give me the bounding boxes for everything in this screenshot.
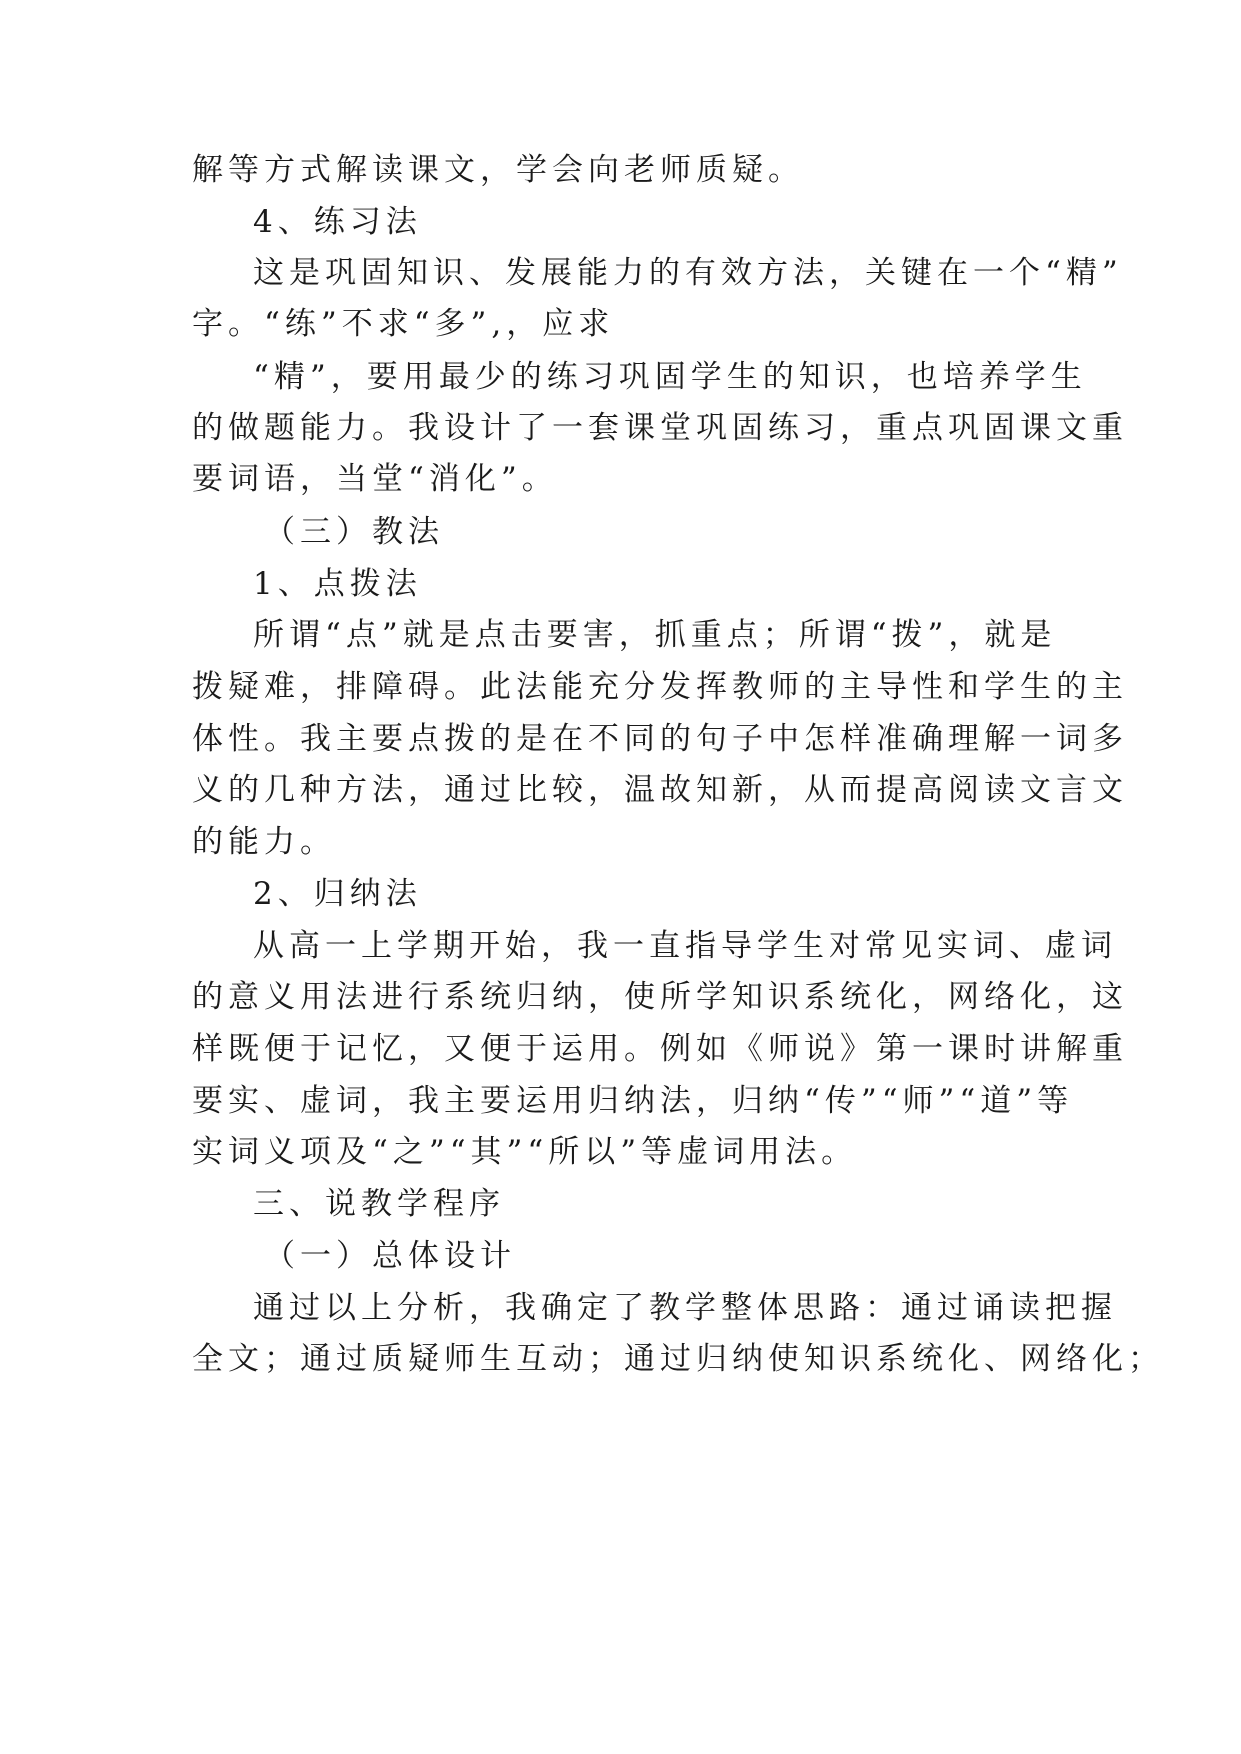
text-line: 实词义项及“之”“其”“所以”等虚词用法。 [192, 1134, 858, 1170]
subheading-induction-method: 2、归纳法 [253, 876, 422, 912]
subheading-practice-method: 4、练习法 [253, 204, 422, 240]
text-line: “精”，要用最少的练习巩固学生的知识，也培养学生 [253, 359, 1087, 395]
subheading-guidance-method: 1、点拨法 [253, 566, 422, 602]
text-line: 通过以上分析，我确定了教学整体思路：通过诵读把握 [253, 1290, 1117, 1326]
text-line: 体性。我主要点拨的是在不同的句子中怎样准确理解一词多 [192, 721, 1128, 757]
text-line: 从高一上学期开始，我一直指导学生对常见实词、虚词 [253, 928, 1117, 964]
text-line: 义的几种方法，通过比较，温故知新，从而提高阅读文言文 [192, 772, 1128, 808]
text-line: 拨疑难，排障碍。此法能充分发挥教师的主导性和学生的主 [192, 669, 1128, 705]
text-line: 样既便于记忆，又便于运用。例如《师说》第一课时讲解重 [192, 1031, 1128, 1067]
text-line: 的能力。 [192, 824, 336, 860]
text-line: 的做题能力。我设计了一套课堂巩固练习，重点巩固课文重 [192, 410, 1128, 446]
subheading-overall-design: （一）总体设计 [264, 1238, 516, 1274]
text-line: 这是巩固知识、发展能力的有效方法，关键在一个“精” [253, 255, 1123, 291]
text-line: 要词语，当堂“消化”。 [192, 461, 558, 497]
text-line: 的意义用法进行系统归纳，使所学知识系统化，网络化，这 [192, 979, 1128, 1015]
text-line: 所谓“点”就是点击要害，抓重点；所谓“拨”，就是 [253, 617, 1057, 653]
section-heading-teaching-methods: （三）教法 [264, 514, 444, 550]
text-line: 要实、虚词，我主要运用归纳法，归纳“传”“师”“道”等 [192, 1083, 1074, 1119]
text-line: 解等方式解读课文，学会向老师质疑。 [192, 152, 804, 188]
section-heading-teaching-procedure: 三、说教学程序 [253, 1186, 505, 1222]
text-line: 全文；通过质疑师生互动；通过归纳使知识系统化、网络化； [192, 1341, 1164, 1377]
text-line: 字。“练”不求“多”,，应求 [192, 306, 615, 342]
